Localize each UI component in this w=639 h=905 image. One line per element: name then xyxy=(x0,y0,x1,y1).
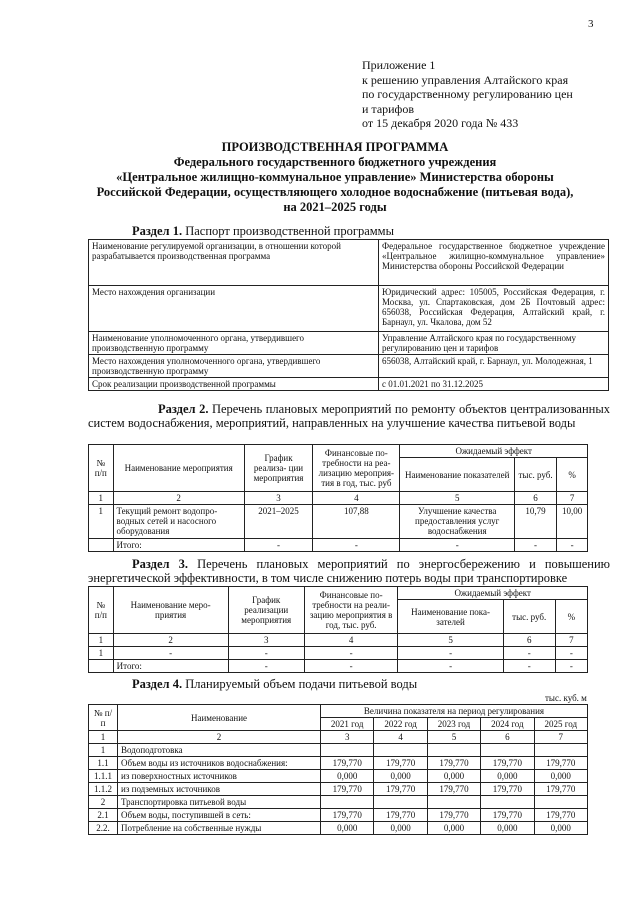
table-cell: 3 xyxy=(244,492,312,505)
table-cell xyxy=(427,796,480,809)
table-cell xyxy=(481,744,534,757)
header-cell: № п/п xyxy=(89,705,118,731)
appendix-line: Приложение 1 xyxy=(362,58,436,72)
table-cell: 179,770 xyxy=(534,809,587,822)
document-title xyxy=(80,140,590,215)
table-cell: 179,770 xyxy=(481,757,534,770)
table-cell: Итого: xyxy=(113,539,244,552)
table-cell: 656038, Алтайский край, г. Барнаул, ул. Молодежная, 1 xyxy=(379,355,609,378)
table-cell: 4 xyxy=(313,492,400,505)
table-cell: 2021–2025 xyxy=(244,505,312,539)
table-cell: Объем воды из источников водоснабжения: xyxy=(118,757,321,770)
table-cell xyxy=(321,796,374,809)
table-cell: - xyxy=(398,647,503,660)
table-cell: 1 xyxy=(89,492,114,505)
table-cell xyxy=(374,744,427,757)
table-cell: - xyxy=(503,647,555,660)
appendix-line: по государственному регулированию цен xyxy=(362,87,573,101)
header-cell: Ожидаемый эффект xyxy=(400,445,588,458)
table-cell: 0,000 xyxy=(374,770,427,783)
table-cell: 179,770 xyxy=(321,757,374,770)
table-cell: 179,770 xyxy=(534,757,587,770)
header-cell: % xyxy=(555,600,587,634)
title-line: «Центральное жилищно-коммунальное управление» Министерства обороны xyxy=(116,170,554,184)
table-row xyxy=(89,505,588,539)
table-cell: - xyxy=(228,660,304,673)
table-cell: 4 xyxy=(374,731,427,744)
header-cell: Финансовые по- требности на реа- лизацию мероприя- тия в год, тыс. руб xyxy=(313,445,400,492)
title-line: на 2021–2025 годы xyxy=(283,200,387,214)
table-cell: Федеральное государственное бюджетное учреждение «Центральное жилищно-коммунальное управление» Министерства обороны Российской Федерации xyxy=(379,240,609,286)
energy-measures-table xyxy=(88,586,588,673)
header-cell: Наименование меро- приятия xyxy=(113,587,228,634)
table-cell: 7 xyxy=(555,634,587,647)
table-row xyxy=(89,355,609,378)
table-row xyxy=(89,770,588,783)
table-cell: 0,000 xyxy=(481,770,534,783)
table-cell: 10,79 xyxy=(514,505,556,539)
header-cell: 2024 год xyxy=(481,718,534,731)
header-cell: Финансовые по- требности на реали- зацию мероприятия в год, тыс. руб. xyxy=(304,587,398,634)
table-row xyxy=(89,796,588,809)
table-cell: 0,000 xyxy=(481,822,534,835)
table-cell: 6 xyxy=(514,492,556,505)
table-cell: 1.1.2 xyxy=(89,783,118,796)
table-cell: 107,88 xyxy=(313,505,400,539)
table-cell: 5 xyxy=(398,634,503,647)
table-cell: - xyxy=(557,539,588,552)
table-cell: - xyxy=(398,660,503,673)
header-cell: № п/п xyxy=(89,587,114,634)
table-cell: 0,000 xyxy=(321,770,374,783)
table-cell: 7 xyxy=(557,492,588,505)
header-cell: тыс. руб. xyxy=(514,458,556,492)
table-cell: 0,000 xyxy=(534,770,587,783)
table-cell: 1.1 xyxy=(89,757,118,770)
table-cell: 5 xyxy=(400,492,514,505)
section-2-heading: Раздел 2. Перечень плановых мероприятий по ремонту объектов централизованных систем водоснабжения, мероприятий, направленных на улучшение качества питьевой воды xyxy=(88,402,610,430)
table-cell: Наименование регулируемой организации, в отношении которой разрабатывается производственная программа xyxy=(89,240,379,286)
table-cell: - xyxy=(514,539,556,552)
table-cell: 179,770 xyxy=(534,783,587,796)
table-cell: 6 xyxy=(481,731,534,744)
table-cell xyxy=(321,744,374,757)
section-1-heading: Раздел 1. Паспорт производственной программы xyxy=(132,224,394,238)
table-cell: 1 xyxy=(89,731,118,744)
table-cell xyxy=(534,796,587,809)
table-cell: 179,770 xyxy=(427,783,480,796)
table-cell: Место нахождения уполномоченного органа, утвердившего производственную программу xyxy=(89,355,379,378)
table-cell: 2 xyxy=(118,731,321,744)
table-row xyxy=(89,705,588,718)
table-row xyxy=(89,240,609,286)
section-4-heading: Раздел 4. Планируемый объем подачи питьевой воды xyxy=(132,677,418,691)
table-cell: - xyxy=(304,647,398,660)
table-cell: 3 xyxy=(228,634,304,647)
table-cell xyxy=(374,796,427,809)
table-cell: 179,770 xyxy=(427,809,480,822)
table-cell: 5 xyxy=(427,731,480,744)
table-cell: 7 xyxy=(534,731,587,744)
table-cell: Объем воды, поступившей в сеть: xyxy=(118,809,321,822)
table-cell: - xyxy=(555,647,587,660)
header-cell: 2023 год xyxy=(427,718,480,731)
table-row xyxy=(89,822,588,835)
table-cell: 0,000 xyxy=(427,822,480,835)
header-cell: 2021 год xyxy=(321,718,374,731)
table-row xyxy=(89,332,609,355)
header-cell: тыс. руб. xyxy=(503,600,555,634)
table-row xyxy=(89,378,609,391)
table-cell: Срок реализации производственной программы xyxy=(89,378,379,391)
table-row xyxy=(89,492,588,505)
table-cell: 10,00 xyxy=(557,505,588,539)
table-row xyxy=(89,634,588,647)
table-row xyxy=(89,809,588,822)
table-cell: Юридический адрес: 105005, Российская Федерация, г. Москва, ул. Спартаковская, дом 2Б Почтовый адрес: 656038, Российская Федерация, Алтайский край, г. Барнаул, ул. Чкалова, дом 52 xyxy=(379,286,609,332)
table-row xyxy=(89,744,588,757)
table-row xyxy=(89,757,588,770)
table-row xyxy=(89,660,588,673)
table-cell: 1.1.1 xyxy=(89,770,118,783)
table-cell: 2 xyxy=(89,796,118,809)
table-cell: - xyxy=(313,539,400,552)
table-cell: 1 xyxy=(89,647,114,660)
appendix-line: от 15 декабря 2020 года № 433 xyxy=(362,116,519,130)
table-row xyxy=(89,731,588,744)
header-cell: № п/п xyxy=(89,445,114,492)
table-cell: 0,000 xyxy=(374,822,427,835)
table-row xyxy=(89,539,588,552)
table-cell: 4 xyxy=(304,634,398,647)
section-3-heading: Раздел 3. Перечень плановых мероприятий по энергосбережению и повышению энергетической эффективности, в том числе снижению потерь воды при транспортировке xyxy=(88,557,610,585)
table-row xyxy=(89,587,588,600)
table-cell: 1 xyxy=(89,505,114,539)
table-row xyxy=(89,286,609,332)
table-cell: Управление Алтайского края по государственному регулированию цен и тарифов xyxy=(379,332,609,355)
table-cell: 1 xyxy=(89,744,118,757)
page-number: 3 xyxy=(588,18,594,30)
table-row xyxy=(89,647,588,660)
table-cell xyxy=(427,744,480,757)
table-cell: 179,770 xyxy=(374,809,427,822)
header-cell: График реализации мероприятия xyxy=(228,587,304,634)
table-cell: Место нахождения организации xyxy=(89,286,379,332)
repair-measures-table xyxy=(88,444,588,552)
table-cell: - xyxy=(555,660,587,673)
table-cell: - xyxy=(228,647,304,660)
table-cell: 3 xyxy=(321,731,374,744)
table-cell xyxy=(481,796,534,809)
table-cell: - xyxy=(503,660,555,673)
title-line: Российской Федерации, осуществляющего холодное водоснабжение (питьевая вода), xyxy=(96,185,574,199)
table-row xyxy=(89,445,588,458)
table-cell xyxy=(89,539,114,552)
table-cell: с 01.01.2021 по 31.12.2025 xyxy=(379,378,609,391)
table-cell: 0,000 xyxy=(427,770,480,783)
table-row xyxy=(89,783,588,796)
table-cell: 0,000 xyxy=(321,822,374,835)
table-cell: - xyxy=(244,539,312,552)
header-cell: Наименование мероприятия xyxy=(113,445,244,492)
table-cell: 179,770 xyxy=(321,809,374,822)
passport-table xyxy=(88,239,609,391)
appendix-block xyxy=(362,58,602,131)
header-cell: Наименование xyxy=(118,705,321,731)
table-cell: 0,000 xyxy=(534,822,587,835)
table-cell: 1 xyxy=(89,634,114,647)
table-cell: Текущий ремонт водопро- водных сетей и насосного оборудования xyxy=(113,505,244,539)
header-cell: Величина показателя на период регулирования xyxy=(321,705,588,718)
appendix-line: к решению управления Алтайского края xyxy=(362,72,569,87)
header-cell: Наименование показателей xyxy=(400,458,514,492)
table-cell: - xyxy=(400,539,514,552)
table-cell: из подземных источников xyxy=(118,783,321,796)
table-cell: 179,770 xyxy=(321,783,374,796)
table-cell: 179,770 xyxy=(374,783,427,796)
title-line: ПРОИЗВОДСТВЕННАЯ ПРОГРАММА xyxy=(221,140,449,154)
water-supply-table xyxy=(88,704,588,835)
table-cell: из поверхностных источников xyxy=(118,770,321,783)
table-cell: Итого: xyxy=(113,660,228,673)
header-cell: Наименование пока- зателей xyxy=(398,600,503,634)
table-cell: Водоподготовка xyxy=(118,744,321,757)
table-cell: - xyxy=(304,660,398,673)
table-cell: 179,770 xyxy=(481,783,534,796)
table-cell: 179,770 xyxy=(481,809,534,822)
table-cell: Потребление на собственные нужды xyxy=(118,822,321,835)
table-cell: 2.2. xyxy=(89,822,118,835)
table-cell: 2 xyxy=(113,634,228,647)
table-cell: Улучшение качества предоставления услуг водоснабжения xyxy=(400,505,514,539)
table-cell: 179,770 xyxy=(374,757,427,770)
header-cell: 2022 год xyxy=(374,718,427,731)
title-line: Федерального государственного бюджетного учреждения xyxy=(173,155,497,169)
units-label: тыс. куб. м xyxy=(545,693,587,703)
table-cell: - xyxy=(113,647,228,660)
table-cell: Транспортировка питьевой воды xyxy=(118,796,321,809)
table-cell: Наименование уполномоченного органа, утвердившего производственную программу xyxy=(89,332,379,355)
table-cell xyxy=(534,744,587,757)
table-cell: 2.1 xyxy=(89,809,118,822)
table-cell: 2 xyxy=(113,492,244,505)
header-cell: Ожидаемый эффект xyxy=(398,587,588,600)
header-cell: % xyxy=(557,458,588,492)
table-cell xyxy=(89,660,114,673)
table-cell: 179,770 xyxy=(427,757,480,770)
table-cell: 6 xyxy=(503,634,555,647)
header-cell: 2025 год xyxy=(534,718,587,731)
appendix-line: и тарифов xyxy=(362,101,415,116)
header-cell: График реализа- ции мероприятия xyxy=(244,445,312,492)
